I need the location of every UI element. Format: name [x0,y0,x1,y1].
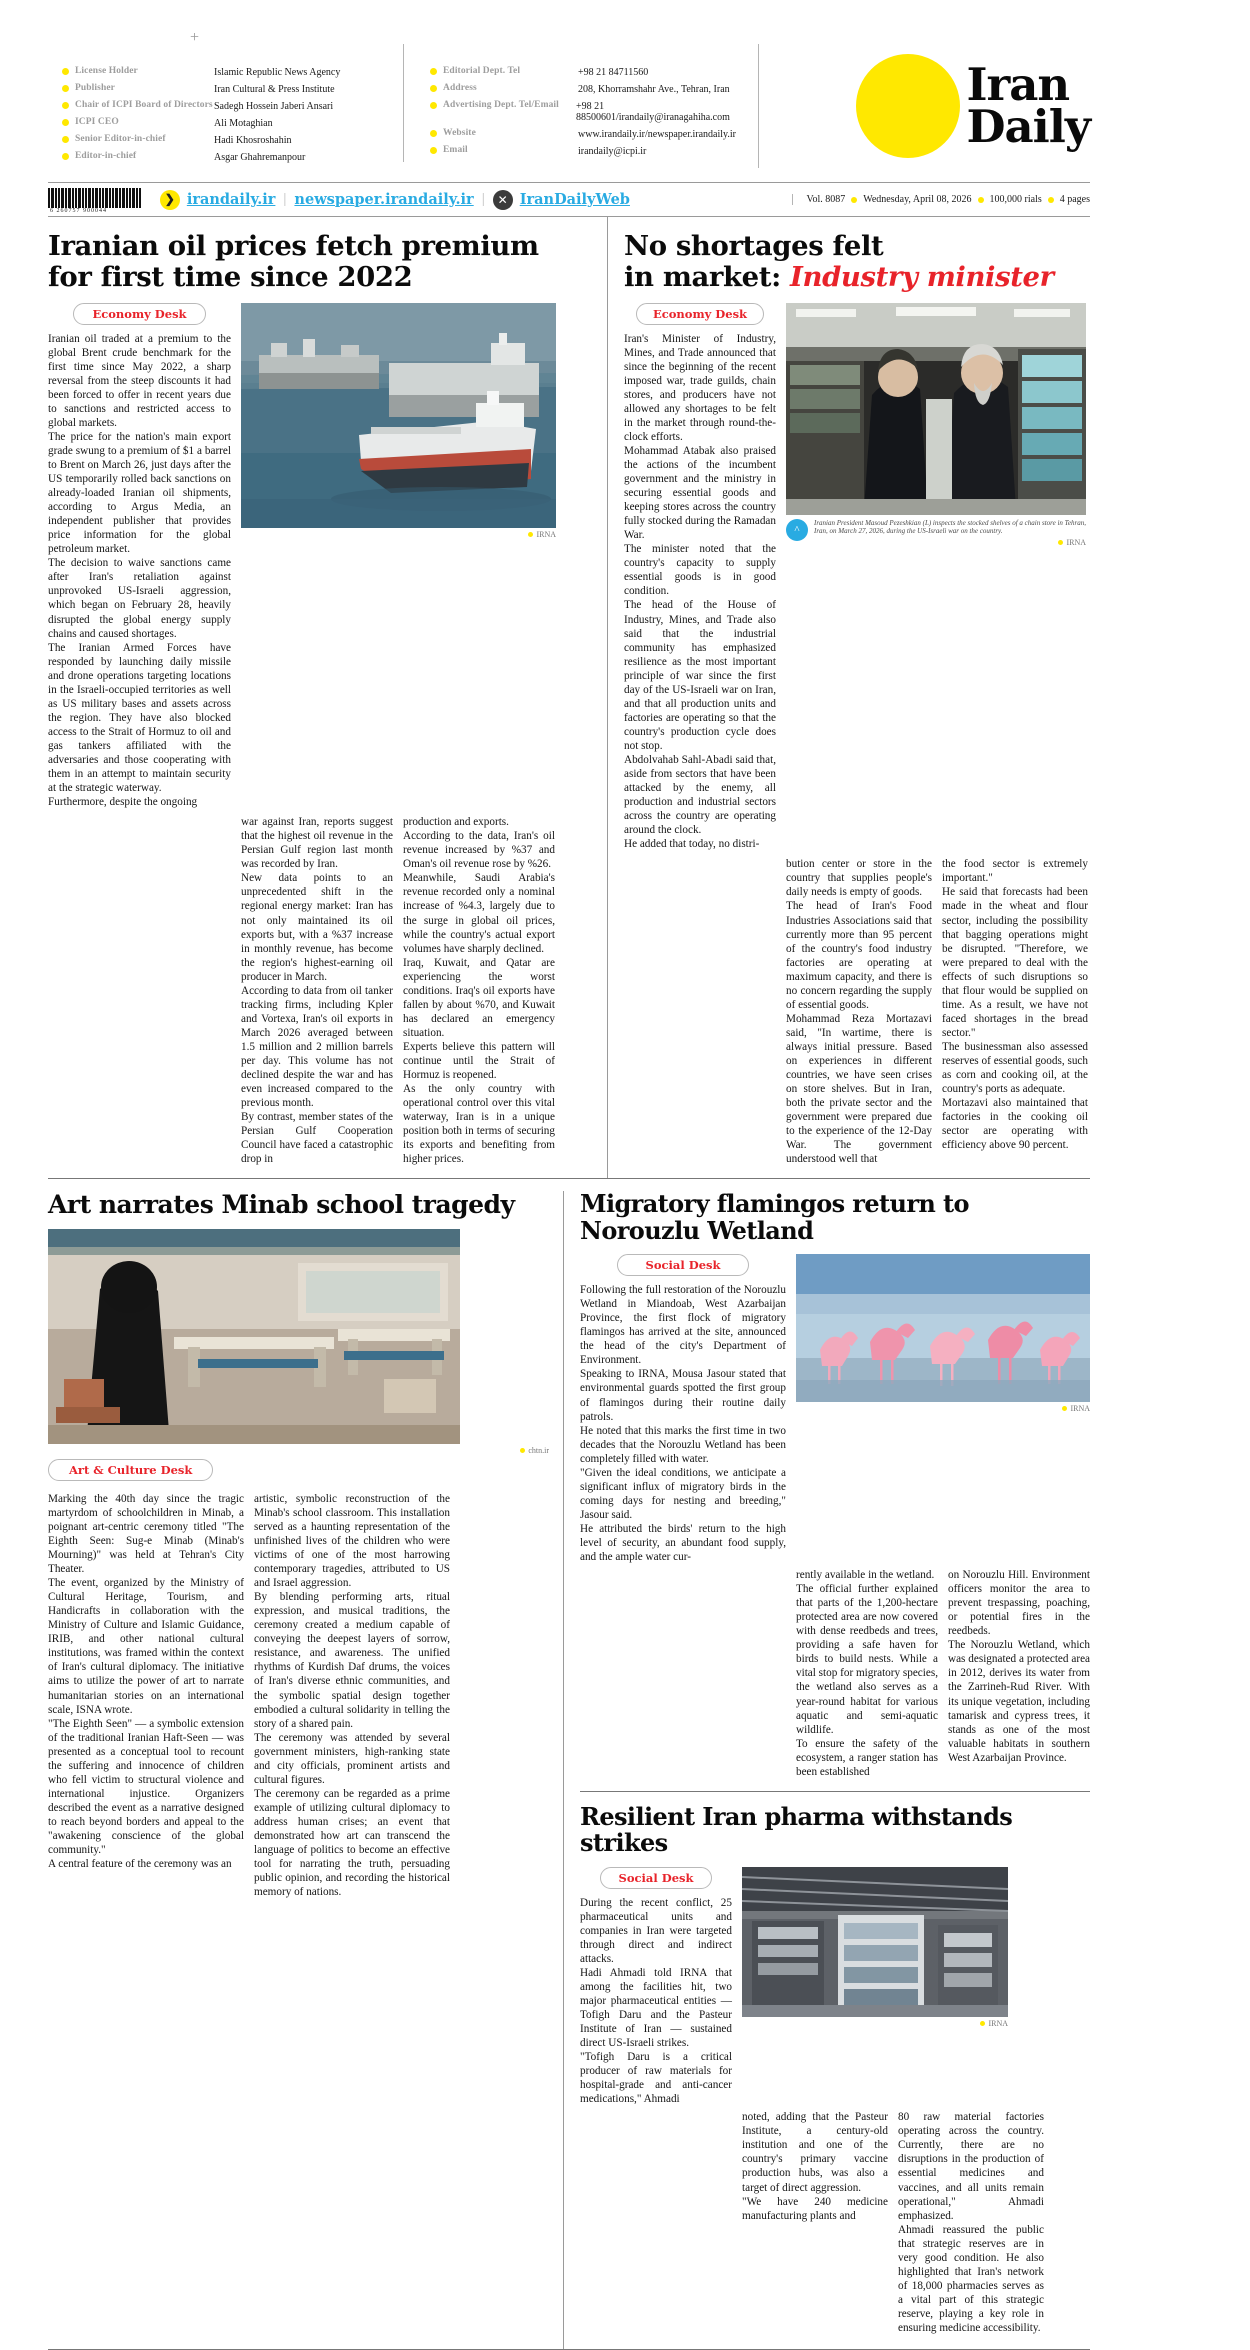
desk-badge-wrap [48,303,231,332]
masthead-value: Hadi Khosroshahin [214,134,292,146]
link-social-handle[interactable]: IranDailyWeb [519,191,630,208]
bullet-dot-icon [1058,540,1063,545]
paragraph: bution center or store in the country that supplies people's daily needs is empty of goods. [786,858,932,899]
masthead-label [62,66,214,76]
desk-badge-economy-2[interactable]: Economy Desk [636,303,764,325]
story-flamingos-column-1-cont [580,1568,786,1779]
story-shortages-lede-row [624,303,1090,852]
masthead-label-text: Email [443,145,468,155]
story-shortages-lower-columns [624,857,1090,1166]
story-flamingos-headline[interactable]: Migratory flamingos return to Norouzlu Wetland [580,1189,969,1245]
paragraph: According to data from oil tanker tracking firms, including Kpler and Vortexa, Iran's oil exports in March 2026 averaged between 1.5 million and 2 million barrels per day. This volume has not declined despite the war and has even increased compared to the previous month. [241,984,393,1110]
paragraph: The businessman also assessed reserves of essential goods, such as corn and cooking oil, at the country's ports as adequate. [942,1040,1088,1096]
masthead-label-text: Address [443,83,477,93]
paragraph: The event, organized by the Ministry of Cultural Heritage, Tourism, and Handicrafts in collaboration with the Ministry of Culture and Islamic Guidance, IRIB, and other national cultural institutions, was framed within the context of Iran's cultural diplomacy. The initiative aims to utilize the power of art to narrate humanitarian stories on an international scale, ISNA wrote. [48,1577,244,1716]
paragraph: Meanwhile, Saudi Arabia's revenue recorded only a nominal increase of %4.3, largely due to the surge in global oil prices, while the country's actual export volumes have sharply declined. [403,872,555,955]
masthead-label [430,145,578,155]
paragraph: Following the full restoration of the Norouzlu Wetland in Miandoab, West Azarbaijan Province, the first flock of migratory flamingos has arrived at the site, announced the head of the city's Department of Environment. [580,1284,786,1367]
paragraph: The ceremony can be regarded as a prime example of utilizing cultural diplomacy to address human crises; an event that demonstrated how art can transcend the language of politics to become an effective tool for narrating the truth, persuading public opinion, and recording the historical memory of nations. [254,1787,450,1899]
story-oil-prices [48,217,608,1178]
photo-credit-text: IRNA [536,529,556,539]
masthead-label [62,83,214,93]
paragraph: Iran's Minister of Industry, Mines, and Trade announced that since the beginning of the recent imposed war, trade guilds, chain stores, and producers have not allowed any shortages to be felt in the market through round-the-clock efforts. [624,332,776,443]
logo-line-iran: Iran [966,58,1070,112]
bullet-dot-icon [980,2021,985,2026]
crop-mark-top: + [190,29,200,46]
paragraph: "The Eighth Seen" — a symbolic extension of the traditional Iranian Haft-Seen — was presented as a conceptual tool to recount the suffering and innocence of children who fell victim to structural violence and international injustice. Organizers described the event as a narrative designed to reach beyond borders and appeal to the "awakening conscience of the global community." [48,1717,244,1857]
story-art-column-2 [254,1492,450,1899]
masthead-label-text: Editor-in-chief [75,151,137,161]
story-art-columns [48,1492,549,1899]
masthead-value: Iran Cultural & Press Institute [214,83,335,95]
story-shortages-column-1 [624,332,776,852]
paragraph: By contrast, member states of the Persian Gulf Cooperation Council have faced a catastrophic drop in [241,1111,393,1166]
story-oil-lower-columns [48,815,593,1166]
issue-page-count: 4 pages [1059,194,1090,205]
barcode-number: 6 260757 900044 [50,207,107,214]
photo-credit-text: IRNA [1070,1404,1090,1414]
paragraph: Iraq, Kuwait, and Qatar are experiencing the worst conditions. Iraq's oil exports have fallen by about %70, and Kuwait has declared an emergency situation. [403,956,555,1039]
desk-badge-wrap [624,303,776,332]
masthead-label [62,134,214,144]
masthead-value: Sadegh Hossein Jaberi Ansari [214,100,334,112]
story-shortages-col-1-wrap [624,303,776,852]
story-pharma-col-1-wrap [580,1867,732,2107]
chevron-up-circle-icon[interactable]: ^ [786,519,808,541]
paragraph: He said that forecasts had been made in the wheat and flour sector, including the possibility that bagging operations might be disrupted. "Therefore, we were prepared to deal with the effects of such disruptions so that flour would be supplied on time. As a result, we have not faced shortages in the bread sector." [942,886,1088,1039]
photo-store-art [786,303,1086,515]
masthead-row [430,128,758,140]
paragraph: As the only country with operational control over this vital waterway, Iran is in a unique position both in terms of securing its exports and benefiting from higher prices. [403,1083,555,1166]
link-newspaper-irandaily[interactable]: newspaper.irandaily.ir [294,191,474,208]
paragraph: A central feature of the ceremony was an [48,1858,232,1871]
desk-badge-wrap [48,1455,549,1488]
headline-line-2-emphasis: Industry minister [790,260,1054,293]
story-oil-headline[interactable] [48,231,593,293]
story-pharma-headline[interactable]: Resilient Iran pharma withstands strikes [580,1801,1013,1858]
masthead-value: 208, Khorramshahr Ave., Tehran, Iran [578,83,730,95]
story-flamingos [580,1191,1090,1778]
paragraph: noted, adding that the Pasteur Institute, a century-old institution and one of the country's primary vaccine production hubs, was also a target of direct aggression. [742,2111,888,2194]
logo-line-daily: Daily [966,100,1090,153]
masthead-row [62,151,403,163]
x-social-icon[interactable]: ✕ [493,190,513,210]
paragraph: The price for the nation's main export grade swung to a premium of $1 a barrel to Brent on March 26, just days after the US temporarily rolled back sanctions on already-loaded Iranian oil shipments, according to Argus Media, an independent publisher that provides price information for the global petroleum market. [48,430,231,556]
masthead-row [62,117,403,129]
paragraph: "Tofigh Daru is a critical producer of raw materials for hospital-grade and anti-cancer medications," Ahmadi [580,2051,732,2106]
story-art-headline[interactable]: Art narrates Minab school tragedy [48,1190,515,1220]
issue-date: Wednesday, April 08, 2026 [863,194,972,205]
photo-president-store-visit [786,303,1086,515]
masthead-value: Islamic Republic News Agency [214,66,341,78]
photo-caption-text: Iranian President Masoud Pezeshkian (L) inspects the stocked shelves of a chain store in Tehran, Iran, on March 27, 2026, during the US-Israeli war on the country. [814,518,1086,536]
masthead-value: www.irandaily.ir/newspaper.irandaily.ir [578,128,737,140]
paragraph: Iranian oil traded at a premium to the global Brent crude benchmark for the first time since May 2022, a sharp reversal from the steep discounts it had been forced to offer in recent years due to sanctions and restricted access to global markets. [48,332,231,429]
photo-oil-tankers [241,303,556,528]
story-oil-column-2 [241,815,393,1166]
story-pharma-column-3 [898,2110,1044,2335]
paragraph: The ceremony was attended by several government ministers, high-ranking state and city officials, prominent artists and cultural figures. [254,1731,450,1786]
photo-credit-text: chtn.ir [528,1445,549,1455]
paragraph: Hadi Ahmadi told IRNA that among the facilities hit, two major pharmaceutical entities — Tofigh Daru and the Pasteur Institute of Iran — sustained direct US-Israeli strikes. [580,1966,732,2050]
bullet-dot-icon [62,119,69,126]
right-column-stories [564,1191,1090,2349]
paragraph: "We have 240 medicine manufacturing plants and [742,2195,888,2222]
photo-credit-text: IRNA [988,2018,1008,2028]
story-pharma-lede-row [580,1867,1090,2107]
logo-wordmark [966,58,1090,153]
newspaper-logo[interactable] [758,44,1090,168]
masthead-left-column [48,44,403,168]
story-art-column-1 [48,1492,244,1899]
story-flamingos-lede-row [580,1254,1090,1564]
masthead-label-text: License Holder [75,66,138,76]
bullet-dot-icon [528,532,533,537]
top-stories-block [48,217,1090,1179]
desk-badge-social-2[interactable]: Social Desk [600,1867,713,1889]
masthead-row [430,100,758,123]
story-flamingos-column-3 [948,1568,1090,1779]
photo-caption-row [786,519,1086,548]
separator: | [481,191,485,207]
story-oil-photo-wrap [241,303,556,810]
masthead-label-text: Advertising Dept. Tel/Email [443,100,559,110]
paragraph: The head of the House of Industry, Mines, and Trade also said that the industrial community has emphasized resilience as the most important principle of war since the first day of the US-Israeli war on Iran, and that all production units and factories are operating so that the country's production cycle does not stop. [624,599,776,752]
story-pharma-lower-columns [580,2110,1090,2335]
story-pharma-photo-wrap [742,1867,1008,2107]
masthead-label [62,151,214,161]
paragraph: Ahmadi reassured the public that strategic reserves are in very good condition. He also highlighted that Iran's network of 18,000 pharmacies serves as a vital part of this strategic reserve, playing a key role in ensuring medicine accessibility. [898,2223,1044,2334]
issue-info [792,194,1090,205]
paragraph: war against Iran, reports suggest that the highest oil revenue in the Persian Gulf region last month was recorded by Iran. [241,816,393,871]
masthead-label-text: Senior Editor-in-chief [75,134,166,144]
bullet-dot-icon [1048,197,1054,203]
issue-volume: Vol. 8087 [806,194,846,205]
paragraph: He added that today, no distri- [624,838,760,851]
story-shortages-column-1-cont [624,857,776,1166]
bullet-dot-icon [62,102,69,109]
paragraph: artistic, symbolic reconstruction of the Minab's school classroom. This installation served as a haunting representation of the unfinished lives of the children who were victims of one of the most harrowing contemporary tragedies, attributed to US and Israel aggression. [254,1492,450,1590]
masthead-row [430,83,758,95]
paragraph: 80 raw material factories operating across the country. Currently, there are no disruptions in the production of essential medicines and vaccines, and all units remain operational," Ahmadi emphasized. [898,2111,1044,2222]
bullet-dot-icon [851,197,857,203]
paragraph: on Norouzlu Hill. Environment officers monitor the area to prevent trespassing, poaching, or potential fires in the reedbeds. [948,1569,1090,1638]
masthead-label [430,66,578,76]
masthead-label-text: Publisher [75,83,115,93]
masthead-label [62,117,214,127]
headline-line-2: for first time since 2022 [48,260,413,293]
masthead-row [62,100,403,112]
info-bar-left [48,186,792,214]
paragraph: Marking the 40th day since the tragic martyrdom of schoolchildren in Minab, a poignant art-centric ceremony titled "The Eighth Seen: Sug-e Minab (Minab's Mourning)" was held at Tehran's City Theater. [48,1492,244,1576]
story-oil-col-1-wrap [48,303,231,810]
story-flamingos-column-2 [796,1568,938,1779]
paragraph: the food sector is extremely important." [942,858,1088,885]
story-shortages-headline[interactable] [624,231,1090,293]
masthead-label [62,100,214,110]
paragraph: Experts believe this pattern will continue until the Strait of Hormuz is reopened. [403,1040,555,1082]
masthead-label-text: Chair of ICPI Board of Directors [75,100,213,110]
masthead-label [430,100,576,110]
sun-circle-icon [856,54,960,158]
story-oil-lede-row [48,303,593,810]
bullet-dot-icon [62,136,69,143]
photo-credit-pharma [742,2017,1008,2028]
story-oil-column-3 [403,815,555,1166]
paragraph: "Given the ideal conditions, we anticipate a significant influx of migratory birds in the coming days for nesting and breeding," Jasour said. [580,1466,786,1521]
paragraph: The Norouzlu Wetland, which was designated a protected area in 2012, derives its water from the Zarrineh-Rud River. With its unique vegetation, including tamarisk and cypress trees, it stands as one of the most valuable habitats in southern West Azarbaijan Province. [948,1639,1090,1764]
masthead-value: +98 21 84711560 [578,66,649,78]
bullet-dot-icon [520,1448,525,1453]
photo-classroom-art [48,1229,460,1444]
masthead-value: +98 21 88500601/irandaily@iranagahiha.com [575,100,730,123]
desk-badge-art-culture[interactable]: Art & Culture Desk [48,1459,213,1481]
masthead-row [430,145,758,157]
paragraph: He attributed the birds' return to the high level of security, an abundant food supply, and the ample water cur- [580,1522,786,1564]
desk-badge-social[interactable]: Social Desk [617,1254,750,1276]
paragraph: By blending performing arts, ritual expression, and musical traditions, the ceremony created a medium capable of conveying the deepest layers of sorrow, resistance, and awareness. The unified rhythms of Kurdish Daf drums, the voices of Iran's diverse ethnic communities, and the symbolic spatial design together embodied a cultural solidarity in telling the story of a shared pain. [254,1591,450,1730]
bullet-dot-icon [430,85,437,92]
paragraph: Furthermore, despite the ongoing [48,796,198,809]
barcode [48,186,150,214]
masthead-label-text: ICPI CEO [75,117,119,127]
desk-badge-economy[interactable]: Economy Desk [73,303,205,325]
bullet-dot-icon [1062,1406,1067,1411]
separator: | [283,191,287,207]
masthead-label-text: Editorial Dept. Tel [443,66,521,76]
story-pharma-column-1-cont [580,2110,732,2335]
headline-line-1: Iranian oil prices fetch premium [48,230,539,262]
photo-flamingos [796,1254,1090,1402]
bullet-dot-icon [62,153,69,160]
masthead-label-text: Website [443,128,476,138]
photo-pharma-art [742,1867,1008,2017]
story-no-shortages [608,217,1090,1178]
photo-caption-wrap [814,519,1086,548]
page-sheet [48,44,1090,2350]
masthead [48,44,1090,183]
masthead-value: Asgar Ghahremanpour [214,151,306,163]
story-pharma [580,1791,1090,2335]
paragraph: During the recent conflict, 25 pharmaceutical units and companies in Iran were targeted through direct and indirect attacks. [580,1896,732,1965]
desk-badge-wrap [580,1867,732,1896]
chevron-right-icon[interactable]: ❯ [160,190,180,210]
photo-credit-text: IRNA [1066,538,1086,548]
masthead-row [430,66,758,78]
paragraph: rently available in the wetland. [796,1569,935,1582]
paragraph: Abdolvahab Sahl-Abadi said that, aside from sectors that have been attacked by the enemy, all production and industrial sectors across the country are operating around the clock. [624,754,776,837]
story-oil-column-1-cont [48,815,231,1166]
info-bar [48,183,1090,217]
bullet-dot-icon [62,85,69,92]
desk-badge-wrap [580,1254,786,1283]
paragraph: The official further explained that parts of the 1,200-hectare protected area are now covered with dense reedbeds and trees, providing a safe haven for birds to build nests. While a vital stop for migratory species, the wetland also serves as a year-round habitat for various aquatic and semi-aquatic wildlife. [796,1583,938,1736]
masthead-value: Ali Motaghian [214,117,273,129]
story-shortages-photo-wrap [786,303,1086,852]
photo-credit-art [48,1444,549,1455]
story-flamingos-photo-wrap [796,1254,1090,1564]
photo-flamingos-art [796,1254,1090,1402]
bullet-dot-icon [62,68,69,75]
story-art-minab [48,1191,564,2349]
link-irandaily[interactable]: irandaily.ir [186,191,276,208]
paragraph: production and exports. [403,816,509,829]
paragraph: The decision to waive sanctions came after Iran's retaliation against unprovoked US-Israeli aggression, which began on February 28, heavily disrupted the global energy supply chains and caused shortages. [48,557,231,640]
bullet-dot-icon [430,147,437,154]
barcode-bars-icon [48,186,142,208]
paragraph: New data points to an unprecedented shift in the regional energy market: Iran has not only maintained its oil exports but, with a %37 increase in monthly revenue, has become the region's highest-earning oil producer in March. [241,872,393,983]
story-oil-column-1 [48,332,231,810]
masthead-row [62,66,403,78]
paragraph: Mohammad Atabak also praised the actions of the incumbent government and the ministry in securing essential goods and keeping stores across the country fully stocked during the Ramadan War. [624,444,776,542]
paragraph: He noted that this marks the first time in two decades that the Norouzlu Wetland has been completely filled with water. [580,1424,786,1465]
paragraph: According to the data, Iran's oil revenue increased by %37 and Oman's oil revenue rose by %26. [403,830,555,871]
bullet-dot-icon [430,68,437,75]
paragraph: The head of Iran's Food Industries Associations said that currently more than 95 percent of the country's food industry factories are operating at maximum capacity, and there is no concern regarding the supply of essential goods. [786,900,932,1011]
masthead-right-column [403,44,758,162]
photo-credit-flamingos [796,1402,1090,1413]
story-flamingos-col-1-wrap [580,1254,786,1564]
story-pharma-column-1 [580,1896,732,2107]
masthead-row [62,83,403,95]
story-flamingos-lower-columns [580,1568,1090,1779]
story-shortages-column-2 [786,857,932,1166]
issue-price: 100,000 rials [989,194,1042,205]
bullet-dot-icon [430,102,437,109]
masthead-label [430,83,578,93]
story-flamingos-column-1 [580,1283,786,1564]
masthead-value: irandaily@icpi.ir [578,145,647,157]
paragraph: Mortazavi also maintained that factories in the cooking oil sector are operating with efficiency above 90 percent. [942,1097,1088,1152]
paragraph: Mohammad Reza Mortazavi said, "In wartime, there is always initial pressure. Based on experiences in different countries, we have seen crises on store shelves. But in Iran, both the private sector and the government were prepared due to the experience of the 12-Day War. The government understood well that [786,1012,932,1166]
bullet-dot-icon [978,197,984,203]
masthead-row [62,134,403,146]
middle-stories-block [48,1179,1090,2350]
story-pharma-column-2 [742,2110,888,2335]
paragraph: The minister noted that the country's capacity to supply essential goods is in good condition. [624,543,776,598]
photo-minab-classroom [48,1229,460,1444]
headline-line-1: No shortages felt [624,230,884,262]
headline-line-2: in market: [624,260,781,293]
photo-credit-store [814,536,1086,547]
paragraph: The Iranian Armed Forces have responded by launching daily missile and drone operations targeting locations in the Israeli-occupied territories as well as US military bases and assets across the region. They have also blocked access to the Strait of Hormuz to oil and gas tankers affiliated with the adversaries and those cooperating with them in an attempt to maintain security at the strategic waterway. [48,641,231,795]
paragraph: Speaking to IRNA, Mousa Jasour stated that environmental guards spotted the first group of flamingos during their routine daily patrols. [580,1368,786,1423]
photo-pharma-facility [742,1867,1008,2017]
paragraph: To ensure the safety of the ecosystem, a ranger station has been established [796,1737,938,1778]
bullet-dot-icon [430,130,437,137]
photo-credit-oil [241,528,556,539]
photo-oil-tankers-art [241,303,556,528]
masthead-label [430,128,578,138]
story-shortages-column-3 [942,857,1088,1166]
